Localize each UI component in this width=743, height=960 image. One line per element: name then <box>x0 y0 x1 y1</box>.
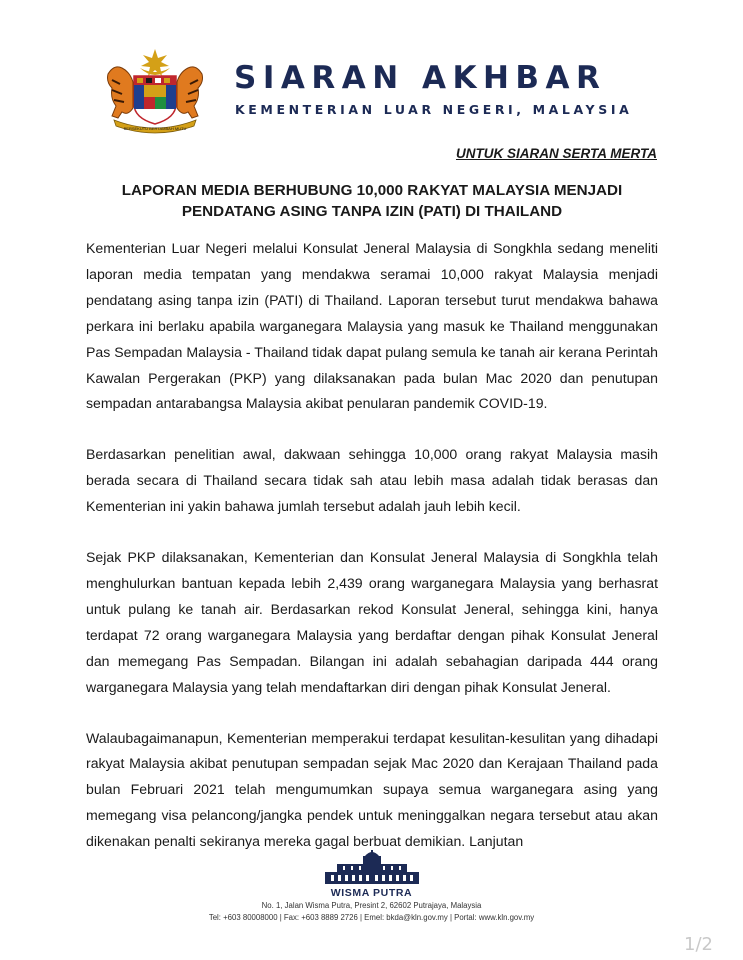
paragraph-1: Kementerian Luar Negeri melalui Konsulat Jeneral Malaysia di Songkhla sedang meneliti laporan media tempatan yang mendakwa seramai 10,000 rakyat Malaysia menjadi pendatang asing tanpa izin (PATI) di Thailand. Laporan tersebut turut mendakwa bahawa perkara ini berlaku apabila warganegara Malaysia yang masuk ke Thailand menggunakan Pas Sempadan Malaysia - Thailand tidak dapat pulang semula ke tanah air kerana Perintah Kawalan Pergerakan (PKP) yang dilaksanakan pada bulan Mac 2020 dan penutupan sempadan antarabangsa Malaysia akibat penularan pandemik COVID-19. <box>86 240 658 412</box>
page-indicator: 1/2 <box>684 934 713 955</box>
release-note: UNTUK SIARAN SERTA MERTA <box>455 146 657 161</box>
headline <box>86 180 658 222</box>
footer-address: No. 1, Jalan Wisma Putra, Presint 2, 62602 Putrajaya, Malaysia <box>261 901 482 910</box>
footer-title: WISMA PUTRA <box>330 887 413 899</box>
masthead-title: SIARAN AKHBAR <box>234 60 607 96</box>
headline-line-2: PENDATANG ASING TANPA IZIN (PATI) DI THAILAND <box>181 203 563 220</box>
headline-line-1: LAPORAN MEDIA BERHUBUNG 10,000 RAKYAT MALAYSIA MENJADI <box>121 182 623 199</box>
masthead-subtitle: KEMENTERIAN LUAR NEGERI, MALAYSIA <box>235 102 633 117</box>
press-release-body <box>86 236 658 855</box>
wisma-putra-building-icon <box>323 850 421 886</box>
footer-contact: Tel: +603 80008000 | Fax: +603 8889 2726 | Emel: bkda@kln.gov.my | Portal: www.kln.gov.my <box>208 913 535 922</box>
paragraph-4: Walaubagaimanapun, Kementerian memperakui terdapat kesulitan-kesulitan yang dihadapi rakyat Malaysia akibat penutupan sempadan sejak Mac 2020 dan Kerajaan Thailand pada bulan Februari 2021 telah mengumumkan supaya semua warganegara asing yang memegang visa pelancong/jangka pendek untuk meninggalkan negara tersebut atau akan dikenakan penalti sekiranya mereka gagal berbuat demikian. Lanjutan <box>86 729 658 850</box>
paragraph-2: Berdasarkan penelitian awal, dakwaan sehingga 10,000 orang rakyat Malaysia masih berada secara di Thailand secara tidak sah atau lebih masa adalah tidak berasas dan Kementerian ini yakin bahawa jumlah tersebut adalah jauh lebih kecil. <box>86 446 658 515</box>
coat-of-arms-icon <box>100 46 210 134</box>
paragraph-3: Sejak PKP dilaksanakan, Kementerian dan Konsulat Jeneral Malaysia di Songkhla telah menghulurkan bantuan kepada lebih 2,439 orang warganegara Malaysia yang berhasrat untuk pulang ke tanah air. Berdasarkan rekod Konsulat Jeneral, sehingga kini, hanya terdapat 72 orang warganegara Malaysia yang berdaftar dengan pihak Konsulat Jeneral dan memegang Pas Sempadan. Bilangan ini adalah sebahagian daripada 444 orang warganegara Malaysia yang telah mendaftarkan diri dengan pihak Konsulat Jeneral. <box>86 549 658 695</box>
svg-text:BERSEKUTU BERTAMBAH MUTU: BERSEKUTU BERTAMBAH MUTU <box>123 126 187 131</box>
